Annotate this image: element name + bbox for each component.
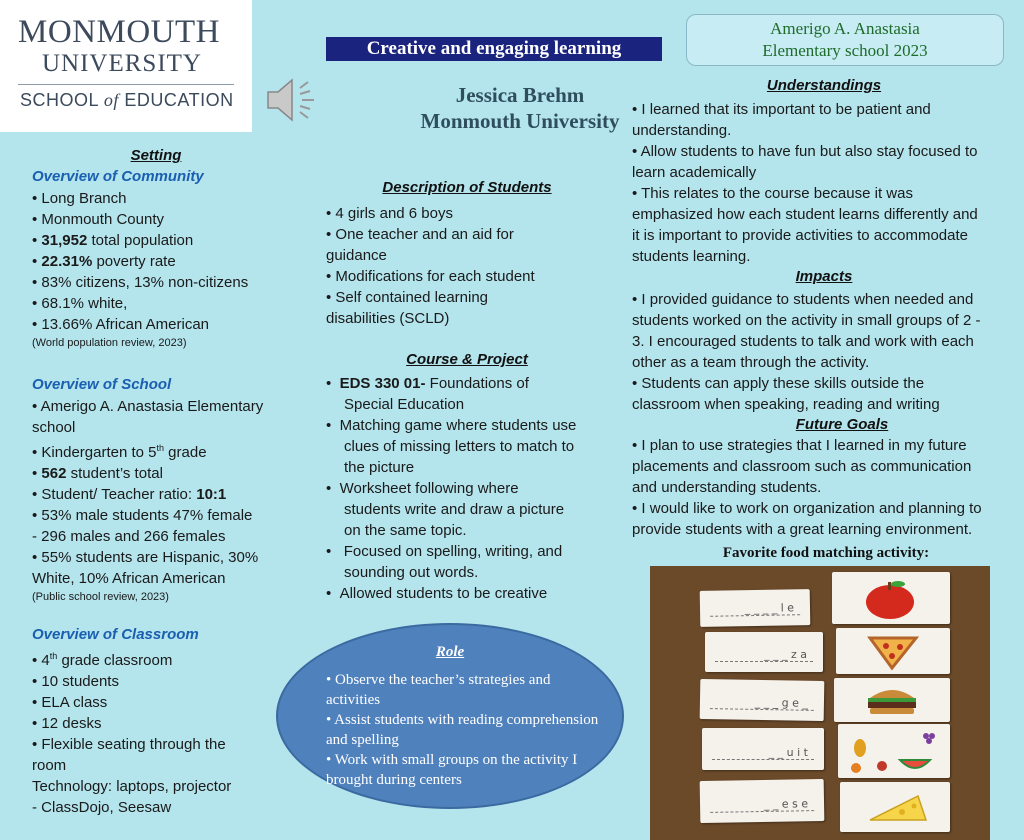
classroom-list: [32, 646, 277, 818]
list-item: guidance: [326, 247, 387, 264]
list-item: • 55% students are Hispanic, 30%: [32, 549, 259, 566]
list-item: students worked on the activity in small groups of 2 -: [632, 312, 981, 329]
list-item: • Assist students with reading comprehension and spelling: [326, 712, 599, 748]
list-item: 3. I encouraged students to talk and work with each: [632, 333, 974, 350]
author-name: Jessica Brehm: [455, 83, 585, 107]
list-item: • 83% citizens, 13% non-citizens: [32, 274, 249, 291]
apple-icon: [832, 572, 950, 624]
community-citation: (World population review, 2023): [32, 337, 187, 349]
picture-card-apple: [832, 572, 950, 624]
food-activity-title: Favorite food matching activity:: [722, 545, 930, 561]
list-item: • Monmouth County: [32, 211, 164, 228]
list-item: • Modifications for each student: [326, 268, 535, 285]
school-list: [32, 396, 277, 605]
list-item: • 53% male students 47% female: [32, 507, 253, 524]
list-item: - 296 males and 266 females: [32, 528, 226, 545]
picture-card-pizza: [836, 628, 950, 674]
list-item: • Allowed students to be creative: [326, 585, 548, 602]
role-list: [326, 670, 606, 790]
list-item: • 562 student’s total: [32, 465, 163, 482]
classroom-heading: Overview of Classroom: [32, 626, 199, 643]
list-item: it is important to provide activities to accommodate: [632, 227, 968, 244]
word-card: _ _ u i t: [702, 728, 824, 770]
impacts-list: [632, 289, 1016, 415]
list-item: • 13.66% African American: [32, 316, 210, 333]
list-item: disabilities (SCLD): [326, 310, 450, 327]
logo-school: SCHOOL: [20, 90, 99, 110]
list-item: • Work with small groups on the activity I brought during centers: [326, 752, 578, 788]
students-heading: Description of Students: [382, 179, 552, 196]
list-item: • Student/ Teacher ratio: 10:1: [32, 486, 227, 503]
school-box: [686, 14, 1004, 66]
list-item: • 10 students: [32, 673, 119, 690]
school-citation: (Public school review, 2023): [32, 591, 169, 603]
fruit-icon: [838, 724, 950, 778]
logo-divider: [18, 84, 234, 85]
list-item: room: [32, 757, 67, 774]
list-item: • EDS 330 01- Foundations of Special Education: [326, 375, 529, 413]
list-item: • 31,952 total population: [32, 232, 194, 249]
pizza-icon: [836, 628, 950, 674]
logo-education: EDUCATION: [124, 90, 234, 110]
list-item: • Long Branch: [32, 190, 127, 207]
logo-line-1: MONMOUTH: [18, 14, 220, 50]
list-item: understanding.: [632, 122, 732, 139]
list-item: • I learned that its important to be patient and: [632, 101, 931, 118]
picture-card-cheese: [840, 782, 950, 832]
role-heading: Role: [435, 644, 465, 660]
list-item: • Observe the teacher’s strategies and activities: [326, 672, 551, 708]
list-item: • Worksheet following where students write and draw a picture on the same topic.: [326, 480, 565, 539]
list-item: Technology: laptops, projector: [32, 778, 232, 795]
picture-card-fruit: [838, 724, 950, 778]
list-item: school: [32, 419, 76, 436]
understandings-heading: Understandings: [766, 77, 882, 94]
word-card: _ _ _ g e _: [700, 679, 825, 721]
list-item: learn academically: [632, 164, 757, 181]
list-item: • This relates to the course because it was: [632, 185, 913, 202]
list-item: • Allow students to have fun but also stay focused to: [632, 143, 978, 160]
word-card: _ _ _ _ l e: [700, 589, 811, 627]
word-card: _ _ e s e: [700, 779, 825, 823]
list-item: students learning.: [632, 248, 751, 265]
list-item: • 22.31% poverty rate: [32, 253, 176, 270]
course-list: [326, 373, 578, 604]
community-heading: Overview of Community: [32, 168, 204, 185]
list-item: • Amerigo A. Anastasia Elementary: [32, 398, 264, 415]
list-item: • 4th grade classroom: [32, 651, 173, 669]
picture-card-burger: [834, 678, 950, 722]
list-item: classroom when speaking, reading and writing: [632, 396, 940, 413]
list-item: • 4 girls and 6 boys: [326, 205, 453, 222]
school-heading: Overview of School: [32, 376, 172, 393]
list-item: • Kindergarten to 5th grade: [32, 443, 207, 461]
list-item: • 68.1% white,: [32, 295, 128, 312]
list-item: • Students can apply these skills outside the: [632, 375, 925, 392]
author-university: Monmouth University: [420, 109, 620, 133]
list-item: • Self contained learning: [326, 289, 489, 306]
list-item: • 12 desks: [32, 715, 102, 732]
cheese-icon: [840, 782, 950, 832]
list-item: • I would like to work on organization and planning to: [632, 500, 982, 517]
community-list: [32, 188, 272, 351]
list-item: • ELA class: [32, 694, 108, 711]
list-item: • One teacher and an aid for: [326, 226, 514, 243]
list-item: and understanding students.: [632, 479, 822, 496]
understandings-list: [632, 99, 1016, 267]
list-item: placements and classroom such as communication: [632, 458, 972, 475]
list-item: • Flexible seating through the: [32, 736, 226, 753]
list-item: • Matching game where students use clues of missing letters to match to the picture: [326, 417, 577, 476]
future-goals-heading: Future Goals: [795, 416, 889, 433]
students-list: [326, 203, 596, 329]
word-card: _ _ _ z a: [705, 632, 823, 672]
impacts-heading: Impacts: [795, 268, 853, 285]
course-heading: Course & Project: [406, 351, 528, 368]
logo-line-2: UNIVERSITY: [42, 50, 202, 77]
list-item: • I plan to use strategies that I learned in my future: [632, 437, 967, 454]
burger-icon: [834, 678, 950, 722]
list-item: emphasized how each student learns differently and: [632, 206, 978, 223]
list-item: other as a team through the activity.: [632, 354, 870, 371]
logo-of: of: [103, 90, 119, 110]
speaker-icon[interactable]: [262, 74, 322, 126]
setting-heading: Setting: [130, 147, 182, 164]
monmouth-logo: [0, 0, 252, 132]
future-goals-list: [632, 435, 1016, 540]
author-block: [370, 82, 670, 134]
school-year: Elementary school 2023: [762, 41, 928, 60]
food-matching-photo: [650, 566, 990, 840]
list-item: - ClassDojo, Seesaw: [32, 799, 172, 816]
poster-title: Creative and engaging learning: [326, 37, 662, 61]
list-item: • I provided guidance to students when needed and: [632, 291, 974, 308]
logo-line-3: [20, 90, 234, 111]
list-item: provide students with a great learning environment.: [632, 521, 973, 538]
school-name: Amerigo A. Anastasia: [770, 19, 920, 38]
list-item: White, 10% African American: [32, 570, 226, 587]
list-item: • Focused on spelling, writing, and sounding out words.: [326, 543, 563, 581]
